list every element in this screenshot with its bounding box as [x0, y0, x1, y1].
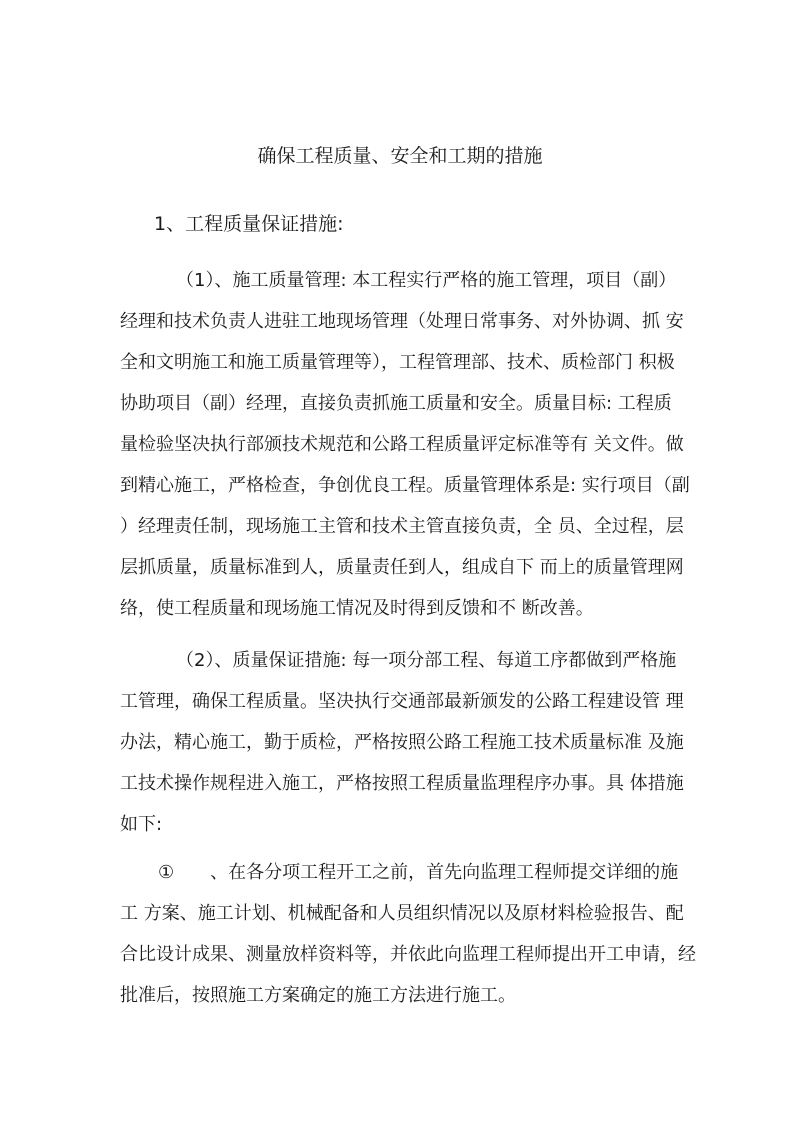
paragraph-line: （1）、施工质量管理: 本工程实行严格的施工管理，项目（副） — [176, 270, 677, 291]
paragraph-line: 办法，精心施工，勤于质检，严格按照公路工程施工技术质量标准 及施 — [120, 732, 684, 753]
paragraph-line: 量检验坚决执行部颁技术规范和公路工程质量评定标准等有 关文件。做 — [120, 434, 684, 455]
paragraph-line: （2）、质量保证措施: 每一项分部工程、每道工序都做到严格施 — [176, 650, 677, 671]
paragraph-line: 到精心施工，严格检查，争创优良工程。质量管理体系是: 实行项目（副 — [120, 475, 690, 496]
paragraph-line: ① 、在各分项工程开工之前，首先向监理工程师提交详细的施 — [158, 862, 679, 883]
paragraph-line: 工管理，确保工程质量。坚决执行交通部最新颁发的公路工程建设管 理 — [120, 691, 684, 712]
paragraph-line: 批准后，按照施工方案确定的施工方法进行施工。 — [120, 985, 516, 1006]
paragraph-line: 全和文明施工和施工质量管理等），工程管理部、技术、质检部门 积极 — [120, 352, 675, 373]
paragraph-line: 络，使工程质量和现场施工情况及时得到反馈和不 断改善。 — [120, 598, 594, 619]
document-title: 确保工程质量、安全和工期的措施 — [257, 145, 543, 167]
paragraph-line: 经理和技术负责人进驻工地现场管理（处理日常事务、对外协调、抓 安 — [120, 311, 684, 332]
paragraph-line: 工技术操作规程进入施工，严格按照工程质量监理程序办事。具 体措施 — [120, 773, 684, 794]
paragraph-line: 工 方案、施工计划、机械配备和人员组织情况以及原材料检验报告、配 — [120, 903, 684, 924]
paragraph-line: 合比设计成果、测量放样资料等，并依此向监理工程师提出开工申请，经 — [120, 944, 696, 965]
paragraph-line: 协助项目（副）经理，直接负责抓施工质量和安全。质量目标: 工程质 — [120, 393, 672, 414]
paragraph-line: 层抓质量，质量标准到人，质量责任到人，组成自下 而上的质量管理网 — [120, 557, 684, 578]
paragraph-line: ）经理责任制，现场施工主管和技术主管直接负责，全 员、全过程，层 — [120, 516, 684, 537]
paragraph-line: 如下: — [120, 814, 163, 835]
section-heading-quality-measures: 1、工程质量保证措施: — [154, 213, 344, 235]
